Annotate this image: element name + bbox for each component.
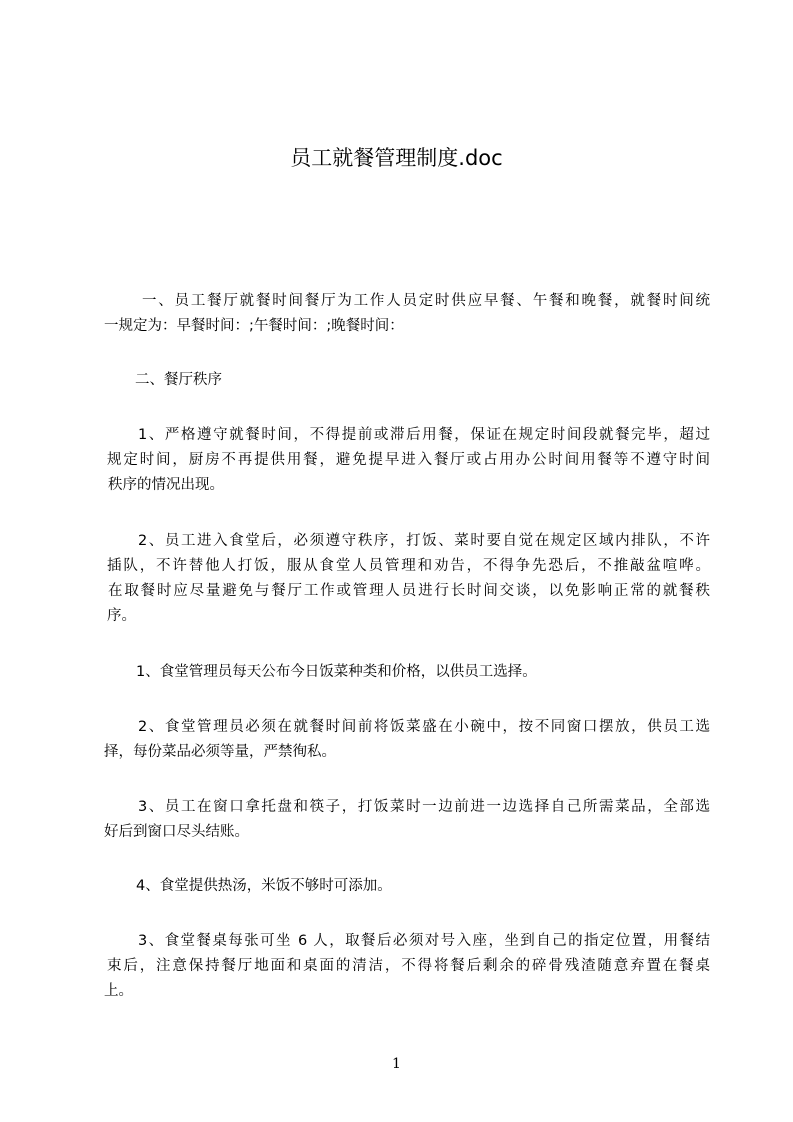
paragraph-soup-rice [104,874,710,899]
paragraph-serving-rule [104,715,710,765]
paragraph-dining-time-rule [104,423,710,498]
paragraph-line: 秩序的情况出现。 [108,477,224,493]
paragraph-line: 1、食堂管理员每天公布今日饭菜种类和价格，以供员工选择。 [136,664,537,680]
paragraph-line: 3、员工在窗口拿托盘和筷子，打饭菜时一边前进一边选择自己所需菜品，全部选 [138,799,710,815]
section-heading [104,368,710,393]
paragraph-line: 规定时间，厨房不再提供用餐，避免提早进入餐厅或占用办公时间用餐等不遵守时间 [107,452,710,468]
paragraph-line: 一、员工餐厅就餐时间餐厅为工作人员定时供应早餐、午餐和晚餐，就餐时间统 [142,293,710,309]
page-number: 1 [392,1056,401,1072]
paragraph-line: 2、员工进入食堂后，必须遵守秩序，打饭、菜时要自觉在规定区域内排队，不许 [138,533,710,549]
paragraph-dining-hours [104,289,710,339]
paragraph-line: 好后到窗口尽头结账。 [104,824,249,840]
paragraph-line: 上。 [104,983,133,999]
paragraph-line: 插队，不许替他人打饭，服从食堂人员管理和劝告，不得争先恐后，不推敲盆喧哗。 [107,558,710,574]
paragraph-line: 1、严格遵守就餐时间，不得提前或滞后用餐，保证在规定时间段就餐完毕，超过 [138,427,710,443]
paragraph-line: 3、食堂餐桌每张可坐 6 人，取餐后必须对号入座，坐到自己的指定位置，用餐结 [138,933,710,949]
document-title: 员工就餐管理制度.doc [290,146,503,170]
paragraph-line: 择，每份菜品必须等量，严禁徇私。 [104,744,336,760]
paragraph-line: 序。 [107,608,136,624]
paragraph-menu-announcement [104,660,710,685]
paragraph-line: 束后，注意保持餐厅地面和桌面的清洁，不得将餐后剩余的碎骨残渣随意弃置在餐桌 [107,958,710,974]
paragraph-queue-rule [104,529,710,629]
paragraph-line: 二、餐厅秩序 [135,372,222,388]
paragraph-seating-rule [104,929,710,1004]
paragraph-line: 2、食堂管理员必须在就餐时间前将饭菜盛在小碗中，按不同窗口摆放，供员工选 [138,719,710,735]
paragraph-line: 4、食堂提供热汤，米饭不够时可添加。 [136,878,392,894]
paragraph-checkout-rule [104,795,710,845]
paragraph-line: 在取餐时应尽量避免与餐厅工作或管理人员进行长时间交谈，以免影响正常的就餐秩 [108,583,710,599]
paragraph-line: 一规定为：早餐时间：;午餐时间：;晚餐时间： [104,318,404,334]
